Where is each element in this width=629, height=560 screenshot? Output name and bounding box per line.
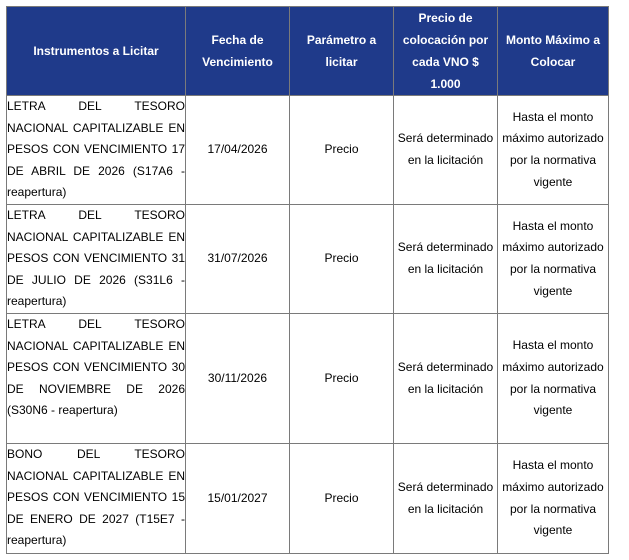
maturity-cell: 31/07/2026 <box>186 205 290 314</box>
parameter-cell: Precio <box>290 314 394 444</box>
maturity-cell: 15/01/2027 <box>186 444 290 554</box>
instrument-cell: BONO DEL TESORO NACIONAL CAPITALIZABLE EN PESOS CON VENCIMIENTO 15 DE ENERO DE 2027 (T15E7 - reapertura) <box>7 444 186 554</box>
bond-auction-table <box>6 6 609 554</box>
max-amount-cell: Hasta el monto máximo autorizado por la normativa vigente <box>498 205 609 314</box>
price-cell: Será determinado en la licitación <box>394 96 498 205</box>
table-row <box>7 96 609 205</box>
table-row <box>7 205 609 314</box>
instrument-cell: LETRA DEL TESORO NACIONAL CAPITALIZABLE EN PESOS CON VENCIMIENTO 31 DE JULIO DE 2026 (S31L6 - reapertura) <box>7 205 186 314</box>
maturity-cell: 30/11/2026 <box>186 314 290 444</box>
parameter-cell: Precio <box>290 444 394 554</box>
header-maturity-date: Fecha de Vencimiento <box>186 7 290 96</box>
max-amount-cell: Hasta el monto máximo autorizado por la normativa vigente <box>498 96 609 205</box>
max-amount-cell: Hasta el monto máximo autorizado por la normativa vigente <box>498 314 609 444</box>
price-cell: Será determinado en la licitación <box>394 444 498 554</box>
header-auction-parameter: Parámetro a licitar <box>290 7 394 96</box>
table-row <box>7 314 609 444</box>
header-placement-price: Precio de colocación por cada VNO $ 1.000 <box>394 7 498 96</box>
max-amount-cell: Hasta el monto máximo autorizado por la normativa vigente <box>498 444 609 554</box>
parameter-cell: Precio <box>290 96 394 205</box>
maturity-cell: 17/04/2026 <box>186 96 290 205</box>
table-row <box>7 444 609 554</box>
instrument-cell: LETRA DEL TESORO NACIONAL CAPITALIZABLE EN PESOS CON VENCIMIENTO 17 DE ABRIL DE 2026 (S17A6 - reapertura) <box>7 96 186 205</box>
table-header-row <box>7 7 609 96</box>
price-cell: Será determinado en la licitación <box>394 314 498 444</box>
price-cell: Será determinado en la licitación <box>394 205 498 314</box>
instrument-cell: LETRA DEL TESORO NACIONAL CAPITALIZABLE EN PESOS CON VENCIMIENTO 30 DE NOVIEMBRE DE 2026 (S30N6 - reapertura) <box>7 314 186 444</box>
header-instrument: Instrumentos a Licitar <box>7 7 186 96</box>
header-max-amount: Monto Máximo a Colocar <box>498 7 609 96</box>
parameter-cell: Precio <box>290 205 394 314</box>
